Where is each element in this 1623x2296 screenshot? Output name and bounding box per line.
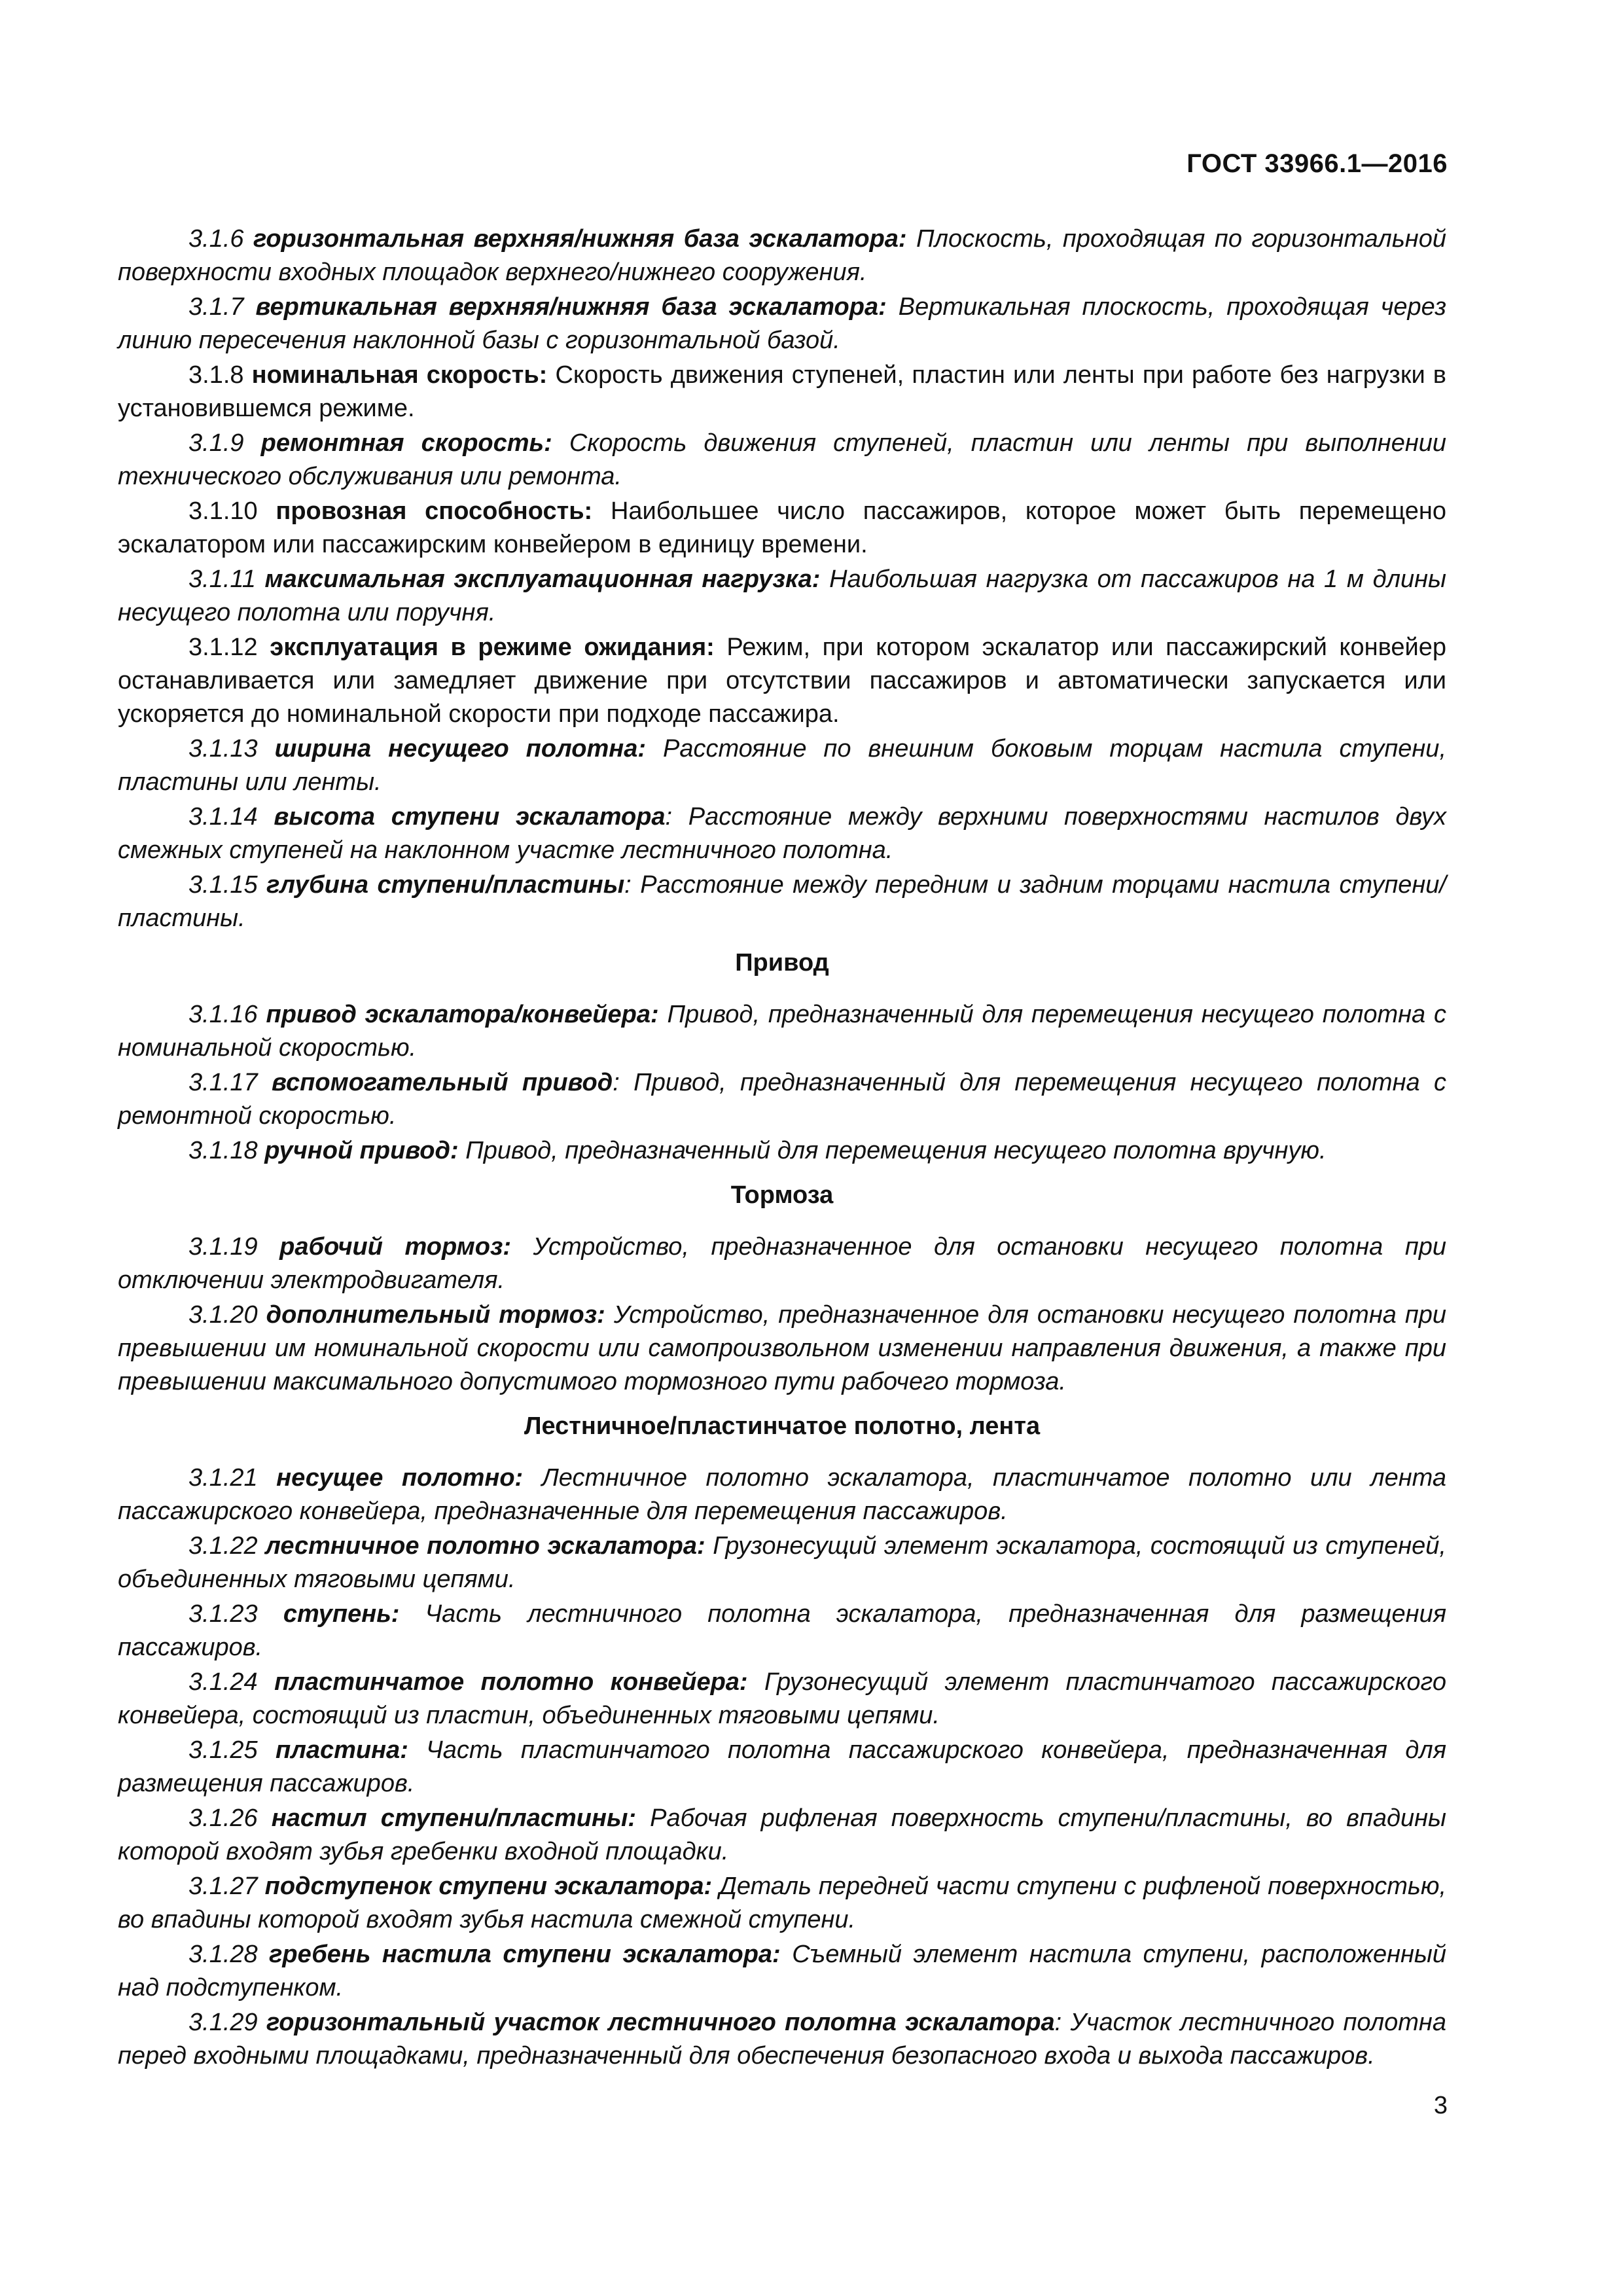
defined-term: ступень: bbox=[283, 1600, 400, 1628]
defined-term: пластина: bbox=[275, 1736, 408, 1764]
definition-text: : Расстояние между передним и задним торцами настила ступени/пластины. bbox=[118, 871, 1446, 932]
clause-number: 3.1.19 bbox=[188, 1233, 258, 1261]
section-heading: Лестничное/пластинчатое полотно, лента bbox=[524, 1412, 1041, 1440]
clause-number: 3.1.16 bbox=[188, 1001, 258, 1028]
definition-text: Привод, предназначенный для перемещения несущего полотна вручную. bbox=[465, 1137, 1327, 1164]
defined-term: гребень настила ступени эскалатора: bbox=[269, 1941, 781, 1968]
document-body bbox=[118, 223, 1446, 2074]
definition-text: Грузонесущий элемент эскалатора, состоящий из ступеней, объединенных тяговыми цепями. bbox=[118, 1532, 1446, 1593]
definition-paragraph bbox=[118, 732, 1446, 799]
defined-term: эксплуатация в режиме ожидания: bbox=[270, 634, 715, 661]
definition-paragraph bbox=[118, 223, 1446, 289]
clause-number: 3.1.27 bbox=[188, 1873, 258, 1900]
defined-term: вертикальная верхняя/нижняя база эскалатора: bbox=[255, 293, 887, 321]
definition-paragraph bbox=[118, 631, 1446, 731]
clause-number: 3.1.10 bbox=[188, 497, 258, 525]
definition-text: Устройство, предназначенное для остановки несущего полотна при превышении им номинальной скорости или самопроизвольном изменении направления движения, а также при превышении максимального допустимого тормозного пути рабочего тормоза. bbox=[118, 1301, 1447, 1395]
defined-term: пластинчатое полотно конвейера: bbox=[274, 1668, 748, 1696]
definition-text: Наибольшее число пассажиров, которое может быть перемещено эскалатором или пассажирским конвейером в единицу времени. bbox=[118, 497, 1447, 558]
definition-paragraph bbox=[118, 1938, 1446, 2005]
defined-term: несущее полотно: bbox=[276, 1464, 524, 1492]
definition-paragraph bbox=[118, 1870, 1446, 1937]
definition-paragraph bbox=[118, 1230, 1446, 1297]
definition-paragraph bbox=[118, 1462, 1446, 1528]
clause-number: 3.1.14 bbox=[188, 803, 258, 831]
defined-term: рабочий тормоз: bbox=[279, 1233, 512, 1261]
clause-number: 3.1.24 bbox=[188, 1668, 258, 1696]
defined-term: горизонтальный участок лестничного полотна эскалатора bbox=[266, 2009, 1055, 2036]
defined-term: привод эскалатора/конвейера: bbox=[266, 1001, 659, 1028]
clause-number: 3.1.20 bbox=[188, 1301, 258, 1329]
section-heading: Привод bbox=[735, 949, 829, 977]
definition-paragraph bbox=[118, 1734, 1446, 1801]
definition-paragraph bbox=[118, 427, 1446, 493]
definition-paragraph bbox=[118, 1666, 1446, 1732]
document-code: ГОСТ 33966.1—2016 bbox=[1186, 149, 1448, 178]
defined-term: глубина ступени/пластины bbox=[266, 871, 625, 899]
defined-term: лестничное полотно эскалатора: bbox=[265, 1532, 705, 1560]
definition-text: Съемный элемент настила ступени, расположенный над подступенком. bbox=[118, 1941, 1447, 2001]
definition-paragraph bbox=[118, 495, 1446, 562]
definition-text: Часть лестничного полотна эскалатора, предназначенная для размещения пассажиров. bbox=[118, 1600, 1446, 1661]
definition-text: : Участок лестничного полотна перед входными площадками, предназначенный для обеспечения безопасного входа и выхода пассажиров. bbox=[118, 2009, 1446, 2070]
defined-term: настил ступени/пластины: bbox=[271, 1804, 637, 1832]
definition-paragraph bbox=[118, 1802, 1446, 1869]
defined-term: вспомогательный привод bbox=[272, 1069, 613, 1096]
defined-term: дополнительный тормоз: bbox=[266, 1301, 605, 1329]
definition-paragraph bbox=[118, 2006, 1446, 2073]
defined-term: максимальная эксплуатационная нагрузка: bbox=[264, 565, 821, 593]
clause-number: 3.1.12 bbox=[188, 634, 258, 661]
definition-paragraph bbox=[118, 1530, 1446, 1596]
definition-paragraph bbox=[118, 869, 1446, 935]
definition-text: Скорость движения ступеней, пластин или ленты при выполнении технического обслуживания или ремонта. bbox=[118, 429, 1447, 490]
clause-number: 3.1.23 bbox=[188, 1600, 258, 1628]
definition-text: Лестничное полотно эскалатора, пластинчатое полотно или лента пассажирского конвейера, предназначенные для перемещения пассажиров. bbox=[118, 1464, 1446, 1525]
defined-term: ремонтная скорость: bbox=[260, 429, 552, 457]
clause-number: 3.1.28 bbox=[188, 1941, 258, 1968]
clause-number: 3.1.29 bbox=[188, 2009, 258, 2036]
clause-number: 3.1.11 bbox=[188, 565, 256, 593]
defined-term: высота ступени эскалатора bbox=[274, 803, 666, 831]
definition-paragraph bbox=[118, 1066, 1446, 1133]
clause-number: 3.1.17 bbox=[188, 1069, 258, 1096]
clause-number: 3.1.8 bbox=[188, 361, 244, 389]
defined-term: провозная способность: bbox=[276, 497, 593, 525]
definition-text: Вертикальная плоскость, проходящая через линию пересечения наклонной базы с горизонтальной базой. bbox=[118, 293, 1447, 354]
definition-text: Режим, при котором эскалатор или пассажирский конвейер останавливается или замедляет движение при отсутствии пассажиров и автоматически запускается или ускоряется до номинальной скорости при подходе пассажира. bbox=[118, 634, 1446, 728]
clause-number: 3.1.9 bbox=[188, 429, 244, 457]
defined-term: горизонтальная верхняя/нижняя база эскалатора: bbox=[253, 225, 907, 253]
definition-text: : Расстояние между верхними поверхностями настилов двух смежных ступеней на наклонном участке лестничного полотна. bbox=[118, 803, 1447, 864]
clause-number: 3.1.25 bbox=[188, 1736, 258, 1764]
definition-text: Наибольшая нагрузка от пассажиров на 1 м длины несущего полотна или поручня. bbox=[118, 565, 1447, 626]
definition-paragraph bbox=[118, 291, 1446, 357]
definition-paragraph bbox=[118, 359, 1446, 425]
clause-number: 3.1.21 bbox=[188, 1464, 258, 1492]
definition-paragraph bbox=[118, 998, 1446, 1065]
definition-paragraph bbox=[118, 1299, 1446, 1399]
section-heading: Тормоза bbox=[730, 1181, 834, 1209]
definition-paragraph bbox=[118, 563, 1446, 630]
definition-paragraph bbox=[118, 800, 1446, 867]
definition-text: Расстояние по внешним боковым торцам настила ступени, пластины или ленты. bbox=[118, 735, 1446, 796]
defined-term: номинальная скорость: bbox=[251, 361, 548, 389]
defined-term: подступенок ступени эскалатора: bbox=[264, 1873, 713, 1900]
definition-text: Деталь передней части ступени с рифленой поверхностью, во впадины которой входят зубья настила смежной ступени. bbox=[118, 1873, 1447, 1933]
definition-text: Часть пластинчатого полотна пассажирского конвейера, предназначенная для размещения пассажиров. bbox=[118, 1736, 1446, 1797]
definition-text: Устройство, предназначенное для остановки несущего полотна при отключении электродвигателя. bbox=[118, 1233, 1447, 1294]
clause-number: 3.1.22 bbox=[188, 1532, 258, 1560]
clause-number: 3.1.15 bbox=[188, 871, 258, 899]
clause-number: 3.1.26 bbox=[188, 1804, 258, 1832]
clause-number: 3.1.7 bbox=[188, 293, 244, 321]
clause-number: 3.1.13 bbox=[188, 735, 258, 762]
page-number: 3 bbox=[1433, 2092, 1448, 2119]
definition-paragraph bbox=[118, 1134, 1446, 1168]
clause-number: 3.1.18 bbox=[188, 1137, 258, 1164]
definition-text: Привод, предназначенный для перемещения несущего полотна с номинальной скоростью. bbox=[118, 1001, 1447, 1062]
defined-term: ширина несущего полотна: bbox=[274, 735, 646, 762]
definition-text: Скорость движения ступеней, пластин или ленты при работе без нагрузки в установившемся режиме. bbox=[118, 361, 1446, 422]
clause-number: 3.1.6 bbox=[188, 225, 244, 253]
definition-text: Плоскость, проходящая по горизонтальной поверхности входных площадок верхнего/нижнего сооружения. bbox=[118, 225, 1446, 286]
definition-text: : Привод, предназначенный для перемещения несущего полотна с ремонтной скоростью. bbox=[118, 1069, 1446, 1130]
definition-text: Рабочая рифленая поверхность ступени/пластины, во впадины которой входят зубья гребенки входной площадки. bbox=[118, 1804, 1446, 1865]
defined-term: ручной привод: bbox=[264, 1137, 459, 1164]
definition-text: Грузонесущий элемент пластинчатого пассажирского конвейера, состоящий из пластин, объединенных тяговыми цепями. bbox=[118, 1668, 1447, 1729]
definition-paragraph bbox=[118, 1598, 1446, 1664]
